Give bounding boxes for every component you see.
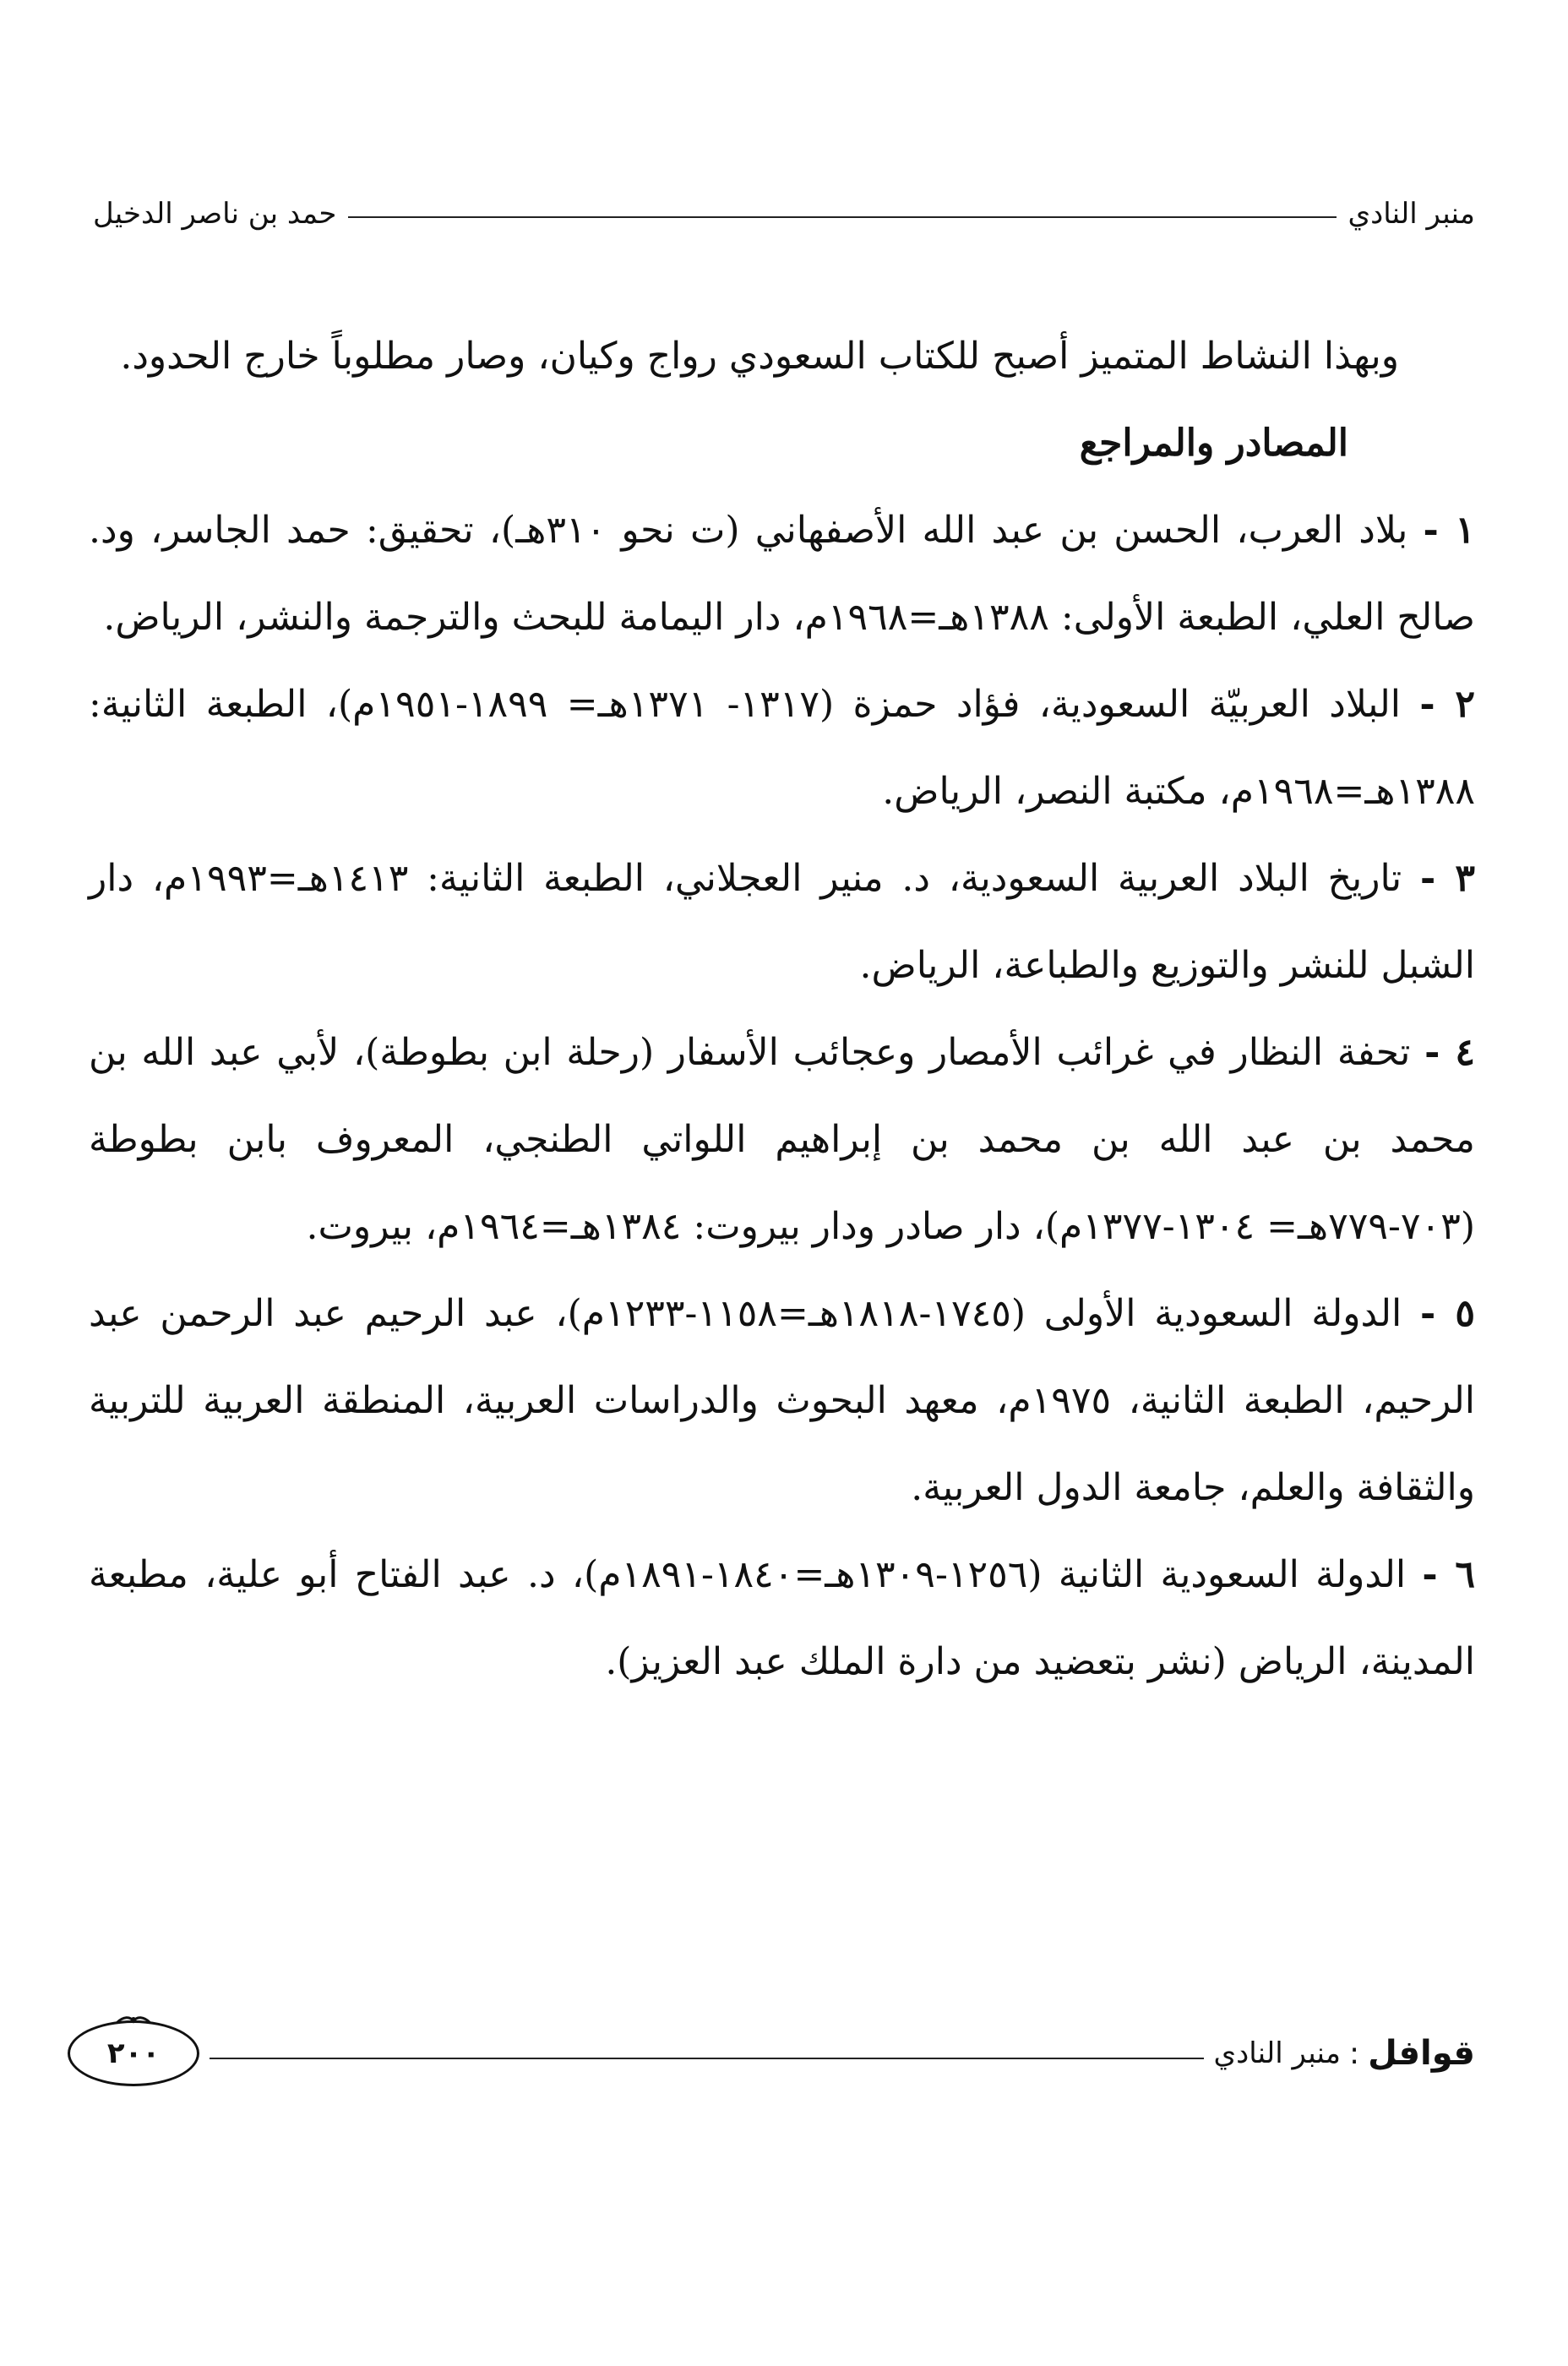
page-number-badge	[68, 2020, 199, 2086]
reference-item	[89, 1270, 1475, 1531]
reference-number: ٤ -	[1424, 1031, 1475, 1074]
reference-text: البلاد العربيّة السعودية، فؤاد حمزة (١٣١٧- ١٣٧١هـ= ١٨٩٩-١٩٥١م)، الطبعة الثانية: ١٣٨٨هـ=١٩٦٨م، مكتبة النصر، الرياض.	[89, 683, 1475, 813]
reference-text: الدولة السعودية الثانية (١٢٥٦-١٣٠٩هـ=١٨٤٠-١٨٩١م)، د. عبد الفتاح أبو علية، مطبعة المدينة، الرياض (نشر بتعضيد من دارة الملك عبد العزيز).	[89, 1553, 1475, 1683]
page-number: ٢٠٠	[106, 2036, 161, 2070]
page-footer	[68, 2015, 1475, 2091]
reference-item	[89, 1531, 1475, 1705]
reference-number: ٢ -	[1419, 683, 1475, 726]
header-rule	[348, 216, 1336, 218]
ornament-icon	[115, 2014, 152, 2026]
reference-text: تحفة النظار في غرائب الأمصار وعجائب الأسفار (رحلة ابن بطوطة)، لأبي عبد الله بن محمد بن عبد الله بن محمد بن إبراهيم اللواتي الطنجي، المعروف بابن بطوطة (٧٠٣-٧٧٩هـ= ١٣٠٤-١٣٧٧م)، دار صادر ودار بيروت: ١٣٨٤هـ=١٩٦٤م، بيروت.	[89, 1031, 1475, 1248]
footer-journal-name: قوافل	[1368, 2034, 1475, 2073]
header-author-name: حمد بن ناصر الدخيل	[93, 197, 337, 231]
reference-number: ٣ -	[1419, 857, 1475, 900]
body-text	[89, 313, 1475, 1705]
reference-number: ٦ -	[1422, 1553, 1475, 1596]
reference-text: الدولة السعودية الأولى (١٧٤٥-١٨١٨هـ=١١٥٨-١٢٣٣م)، عبد الرحيم عبد الرحمن عبد الرحيم، الطبعة الثانية، ١٩٧٥م، معهد البحوث والدراسات العربية، المنطقة العربية للتربية والثقافة والعلم، جامعة الدول العربية.	[89, 1292, 1476, 1509]
reference-item	[89, 1009, 1475, 1270]
header-section-title: منبر النادي	[1348, 197, 1475, 231]
reference-text: بلاد العرب، الحسن بن عبد الله الأصفهاني (ت نحو ٣١٠هـ)، تحقيق: حمد الجاسر، ود. صالح العلي، الطبعة الأولى: ١٣٨٨هـ=١٩٦٨م، دار اليمامة للبحث والترجمة والنشر، الرياض.	[89, 509, 1475, 639]
footer-section-name: منبر النادي	[1213, 2036, 1341, 2070]
reference-item	[89, 487, 1475, 661]
intro-paragraph: وبهذا النشاط المتميز أصبح للكتاب السعودي رواج وكيان، وصار مطلوباً خارج الحدود.	[120, 335, 1399, 378]
reference-number: ١ -	[1423, 509, 1475, 552]
footer-separator: :	[1348, 2036, 1360, 2071]
reference-item	[89, 835, 1475, 1009]
running-header	[93, 184, 1475, 243]
sources-heading: المصادر والمراجع	[1079, 422, 1348, 465]
footer-rule	[210, 2058, 1204, 2059]
reference-item	[89, 661, 1475, 835]
reference-number: ٥ -	[1419, 1292, 1475, 1335]
reference-text: تاريخ البلاد العربية السعودية، د. منير العجلاني، الطبعة الثانية: ١٤١٣هـ=١٩٩٣م، دار الشبل للنشر والتوزيع والطباعة، الرياض.	[89, 857, 1475, 987]
